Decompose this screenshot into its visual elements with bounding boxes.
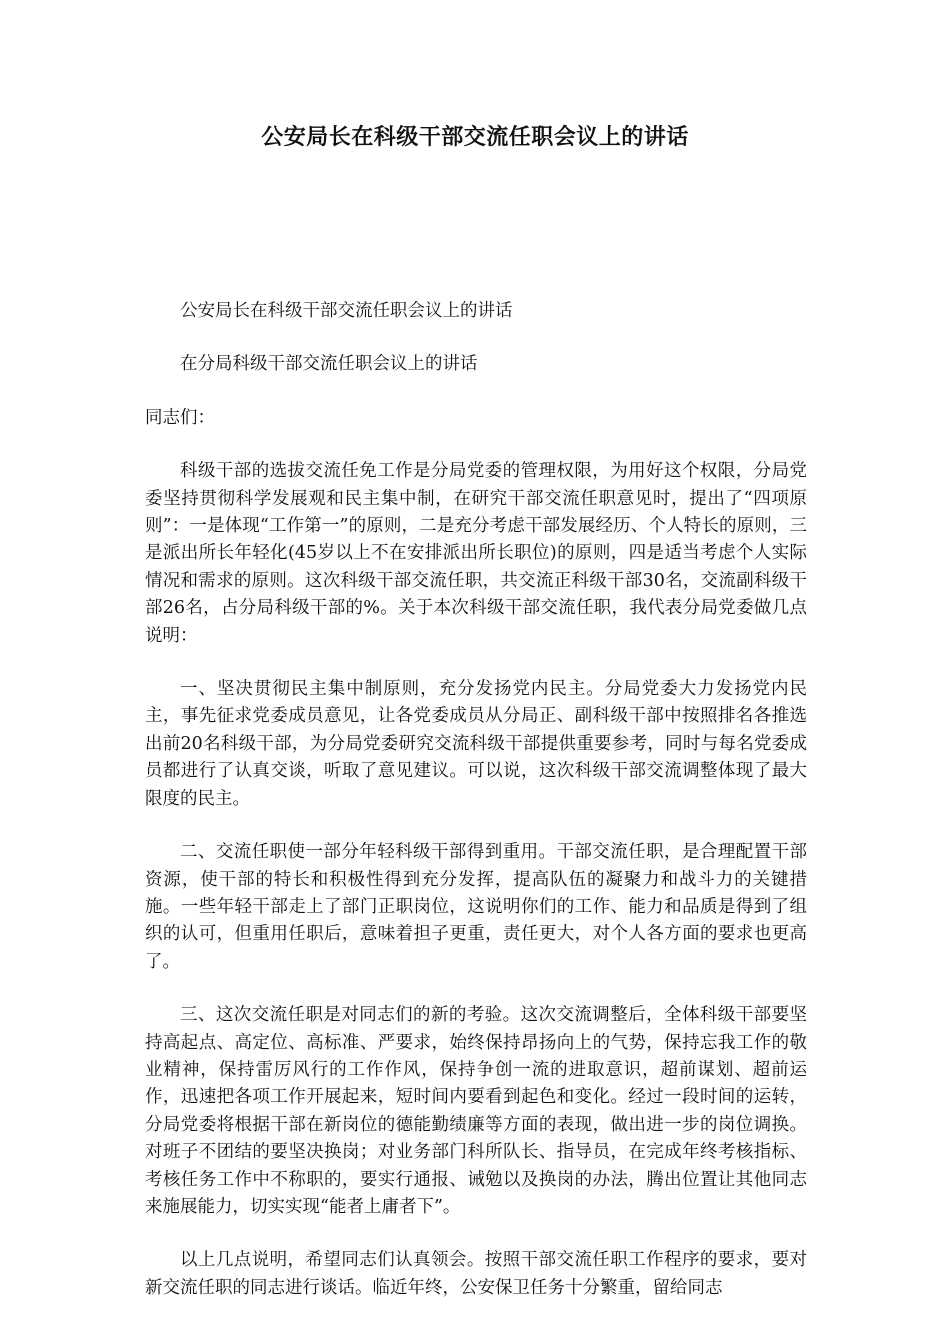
paragraph-intro: 科级干部的选拔交流任免工作是分局党委的管理权限，为用好这个权限，分局党委坚持贯彻科学发展观和民主集中制，在研究干部交流任职意见时，提出了“四项原则”：一是体现“工作第一”的原则，二是充分考虑干部发展经历、个人特长的原则，三是派出所长年轻化(45岁以上不在安排派出所长职位)的原则，四是适当考虑个人实际情况和需求的原则。这次科级干部交流任职，共交流正科级干部30名，交流副科级干部26名，占分局科级干部的%。关于本次科级干部交流任职，我代表分局党委做几点说明： bbox=[145, 461, 807, 646]
document-body bbox=[145, 298, 807, 1328]
paragraph-point-3: 三、这次交流任职是对同志们的新的考验。这次交流调整后，全体科级干部要坚持高起点、高定位、高标准、严要求，始终保持昂扬向上的气势，保持忘我工作的敬业精神，保持雷厉风行的工作作风，保持争创一流的进取意识，超前谋划、超前运作，迅速把各项工作开展起来，短时间内要看到起色和变化。经过一段时间的运转，分局党委将根据干部在新岗位的德能勤绩廉等方面的表现，做出进一步的岗位调换。对班子不团结的要坚决换岗；对业务部门科所队长、指导员，在完成年终考核指标、考核任务工作中不称职的，要实行通报、诫勉以及换岗的办法，腾出位置让其他同志来施展能力，切实实现“能者上庸者下”。 bbox=[145, 1005, 807, 1217]
document-title: 公安局长在科级干部交流任职会议上的讲话 bbox=[261, 124, 689, 150]
subtitle-1: 公安局长在科级干部交流任职会议上的讲话 bbox=[180, 301, 513, 321]
paragraph-closing: 以上几点说明，希望同志们认真领会。按照干部交流任职工作程序的要求，要对新交流任职的同志进行谈话。临近年终，公安保卫任务十分繁重，留给同志 bbox=[145, 1250, 807, 1298]
paragraph-point-1: 一、坚决贯彻民主集中制原则，充分发扬党内民主。分局党委大力发扬党内民主，事先征求党委成员意见，让各党委成员从分局正、副科级干部中按照排名各推选出前20名科级干部，为分局党委研究交流科级干部提供重要参考，同时与每名党委成员都进行了认真交谈，听取了意见建议。可以说，这次科级干部交流调整体现了最大限度的民主。 bbox=[145, 679, 807, 809]
salutation: 同志们： bbox=[145, 407, 215, 428]
subtitle-2: 在分局科级干部交流任职会议上的讲话 bbox=[180, 354, 478, 375]
paragraph-point-2: 二、交流任职使一部分年轻科级干部得到重用。干部交流任职，是合理配置干部资源，使干部的特长和积极性得到充分发挥，提高队伍的凝聚力和战斗力的关键措施。一些年轻干部走上了部门正职岗位，这说明你们的工作、能力和品质是得到了组织的认可，但重用任职后，意味着担子更重，责任更大，对个人各方面的要求也更高了。 bbox=[145, 842, 807, 972]
